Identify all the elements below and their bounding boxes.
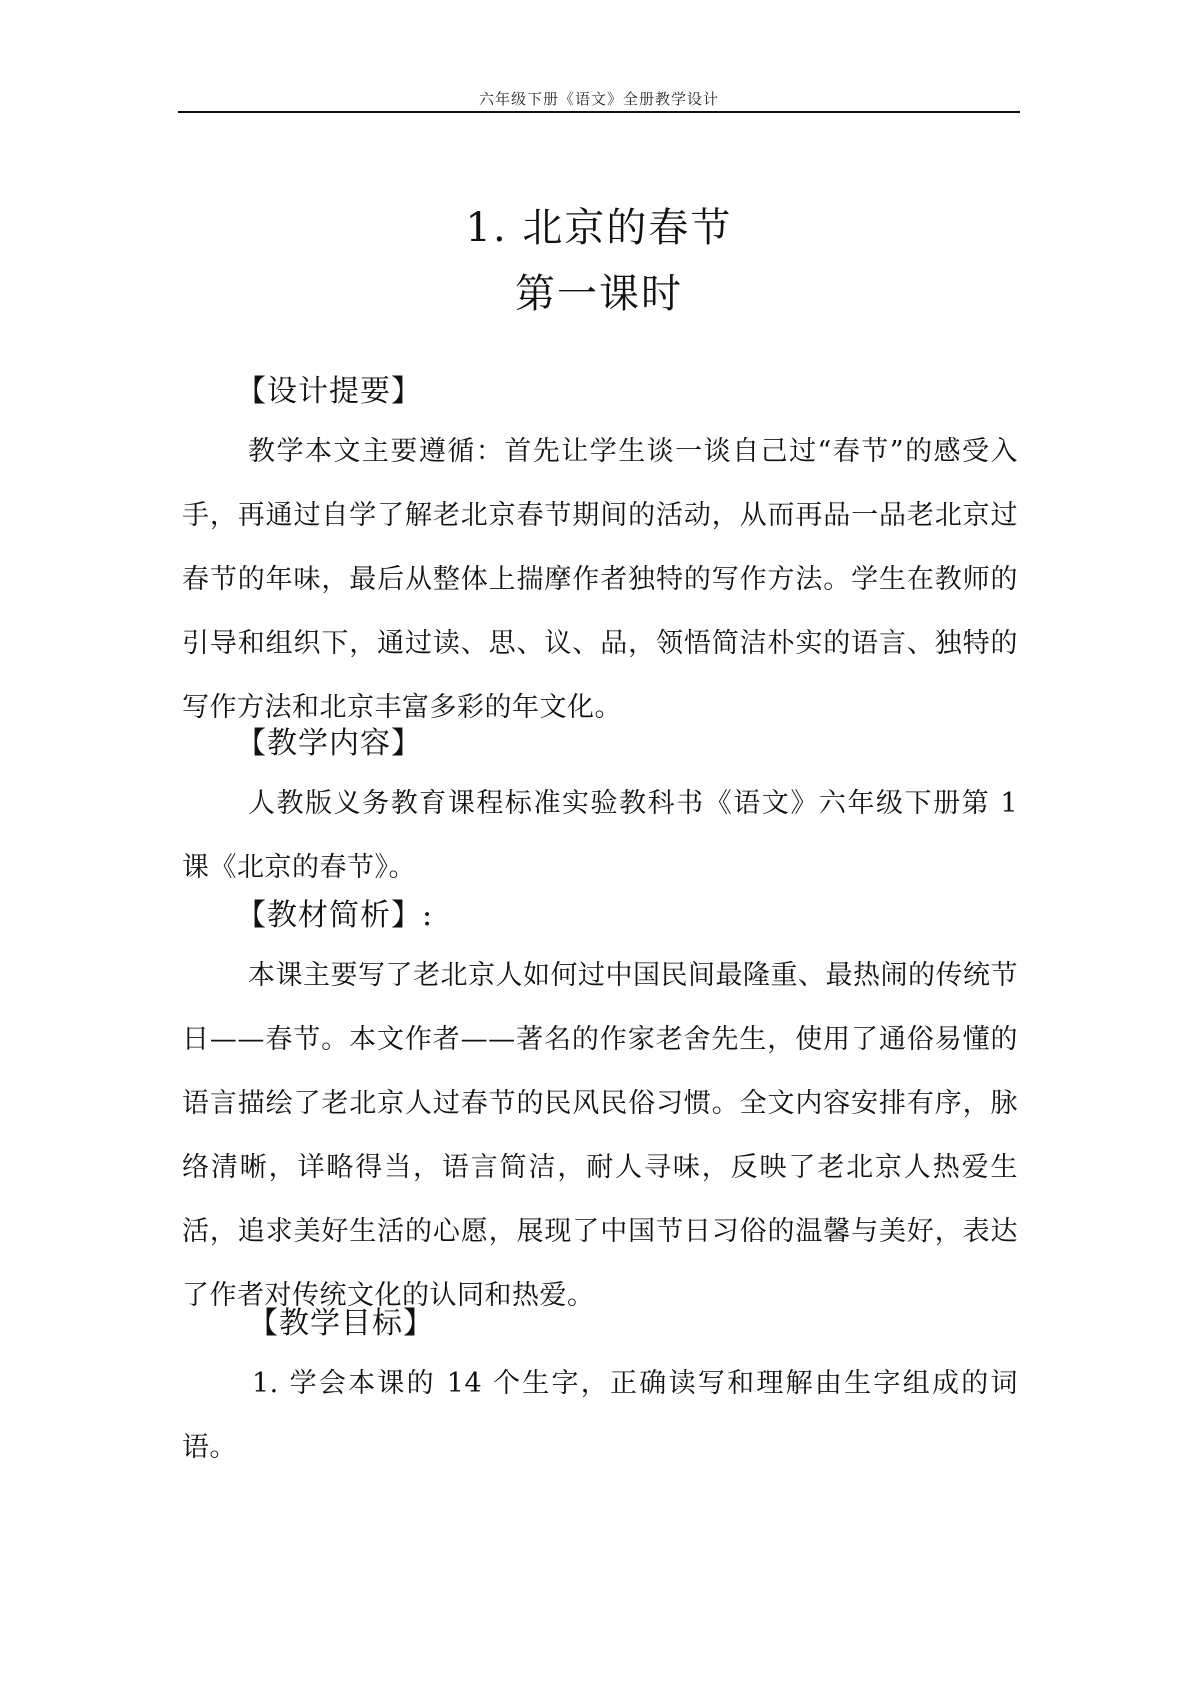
section-heading-textbook-analysis: 【教材简析】: — [236, 898, 434, 933]
lesson-subtitle: 第一课时 — [515, 271, 683, 317]
paragraph-teaching-goal-1: 1. 学会本课的 14 个生字，正确读写和理解由生字组成的词语。 — [182, 1368, 1018, 1463]
paragraph-textbook-analysis: 本课主要写了老北京人如何过中国民间最隆重、最热闹的传统节日——春节。本文作者——著名的作家老舍先生，使用了通俗易懂的语言描绘了老北京人过春节的民风民俗习惯。全文内容安排有序，脉络清晰，详略得当，语言简洁，耐人寻味，反映了老北京人热爱生活，追求美好生活的心愿，展现了中国节日习俗的温馨与美好，表达了作者对传统文化的认同和热爱。 — [182, 960, 1018, 1311]
paragraph-design-summary: 教学本文主要遵循：首先让学生谈一谈自己过“春节”的感受入手，再通过自学了解老北京春节期间的活动，从而再品一品老北京过春节的年味，最后从整体上揣摩作者独特的写作方法。学生在教师的引导和组织下，通过读、思、议、品，领悟简洁朴实的语言、独特的写作方法和北京丰富多彩的年文化。 — [182, 436, 1018, 723]
header-rule — [178, 111, 1020, 113]
section-heading-teaching-content: 【教学内容】 — [236, 726, 422, 761]
section-heading-design-summary: 【设计提要】 — [236, 374, 422, 409]
paragraph-teaching-content: 人教版义务教育课程标准实验教科书《语文》六年级下册第 1 课《北京的春节》。 — [182, 788, 1018, 883]
lesson-title: 1. 北京的春节 — [465, 205, 733, 251]
section-heading-teaching-goals: 【教学目标】 — [248, 1306, 434, 1341]
running-header: 六年级下册《语文》全册教学设计 — [478, 90, 719, 108]
